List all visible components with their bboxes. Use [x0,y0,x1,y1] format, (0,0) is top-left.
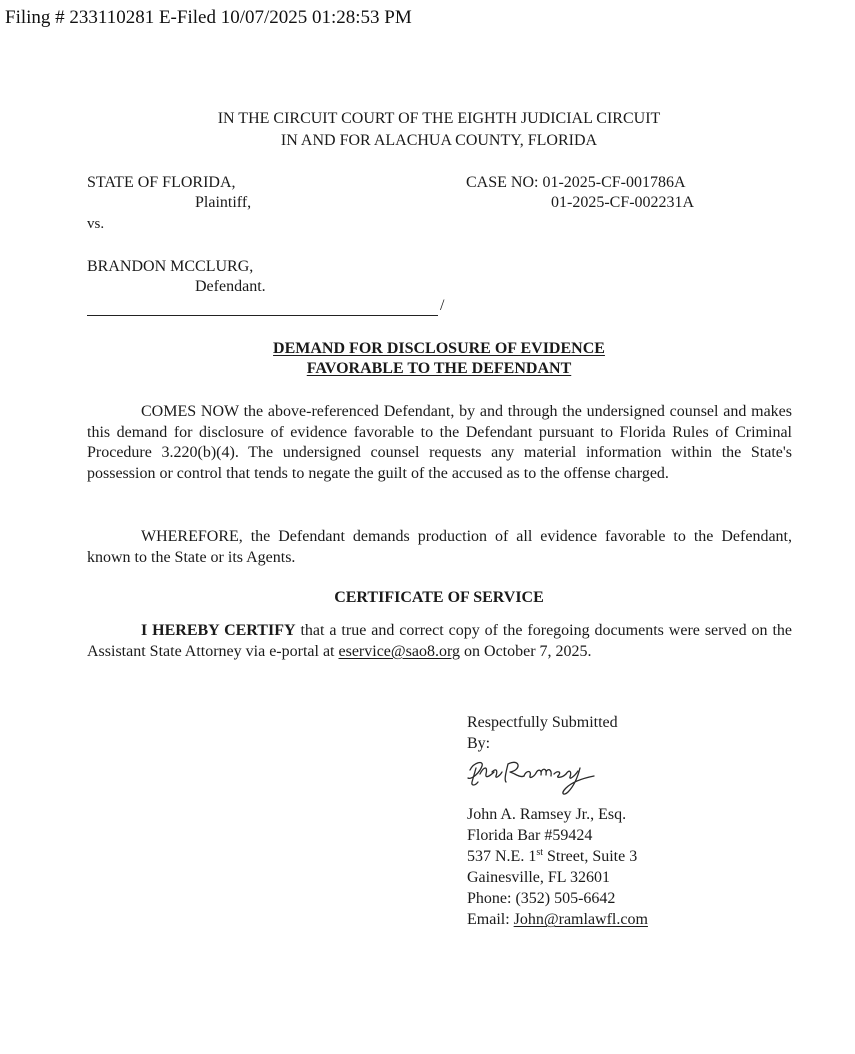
address-street: Street, Suite 3 [543,848,638,865]
filing-header: Filing # 233110281 E-Filed 10/07/2025 01:28:53 PM [5,7,412,28]
signature-text: John Ramsey [537,799,548,801]
respectfully-submitted: Respectfully Submitted [467,714,618,731]
body-paragraph-1 [87,402,792,484]
plaintiff-name: STATE OF FLORIDA, [87,174,236,191]
attorney-bar-number: Florida Bar #59424 [467,827,593,844]
caption-rule [87,315,438,316]
court-heading-line1: IN THE CIRCUIT COURT OF THE EIGHTH JUDICIAL CIRCUIT [217,110,661,127]
address-ordinal: st [536,847,543,858]
by-label: By: [467,735,491,752]
case-number-1: CASE NO: 01-2025-CF-001786A [466,174,686,191]
body-paragraph-1-text: COMES NOW the above-referenced Defendant, by and through the undersigned counsel and makes this demand for disclosure of evidence favorable to the Defendant pursuant to Florida Rules of Criminal Procedure 3.220(b)(4). The undersigned counsel requests any material information within the State's possession or control that tends to negate the guilt of the accused as to the offense charged. [87,403,792,482]
certificate-paragraph [87,621,792,662]
court-heading-line2: IN AND FOR ALACHUA COUNTY, FLORIDA [280,132,598,149]
email-label: Email: [467,911,514,928]
certificate-heading: CERTIFICATE OF SERVICE [334,589,544,606]
attorney-phone: Phone: (352) 505-6642 [467,890,616,907]
handwritten-signature [462,752,612,802]
attorney-address [467,848,637,866]
certificate-lead: I HEREBY CERTIFY [141,622,296,639]
document-title-line1: DEMAND FOR DISCLOSURE OF EVIDENCE [273,340,605,357]
certificate-text: that a true and correct copy of the foregoing documents were served on the Assistant State Attorney via e-portal at [87,622,792,660]
defendant-label: Defendant. [195,278,266,295]
body-paragraph-2-text: WHEREFORE, the Defendant demands production of all evidence favorable to the Defendant, known to the State or its Agents. [87,528,792,566]
attorney-email-link[interactable]: John@ramlawfl.com [513,911,648,928]
certificate-email-link[interactable]: eservice@sao8.org [338,642,461,660]
plaintiff-label: Plaintiff, [195,194,252,211]
body-paragraph-2 [87,527,792,568]
case-number-2: 01-2025-CF-002231A [551,194,695,211]
document-title-line2: FAVORABLE TO THE DEFENDANT [306,360,572,377]
attorney-email [467,911,648,929]
certificate-date: on October 7, 2025. [464,642,592,660]
attorney-city: Gainesville, FL 32601 [467,869,610,886]
attorney-name: John A. Ramsey Jr., Esq. [467,806,627,823]
versus: vs. [87,216,105,232]
defendant-name: BRANDON MCCLURG, [87,258,254,275]
address-number: 537 N.E. 1 [467,848,537,865]
caption-slash: / [440,297,445,314]
